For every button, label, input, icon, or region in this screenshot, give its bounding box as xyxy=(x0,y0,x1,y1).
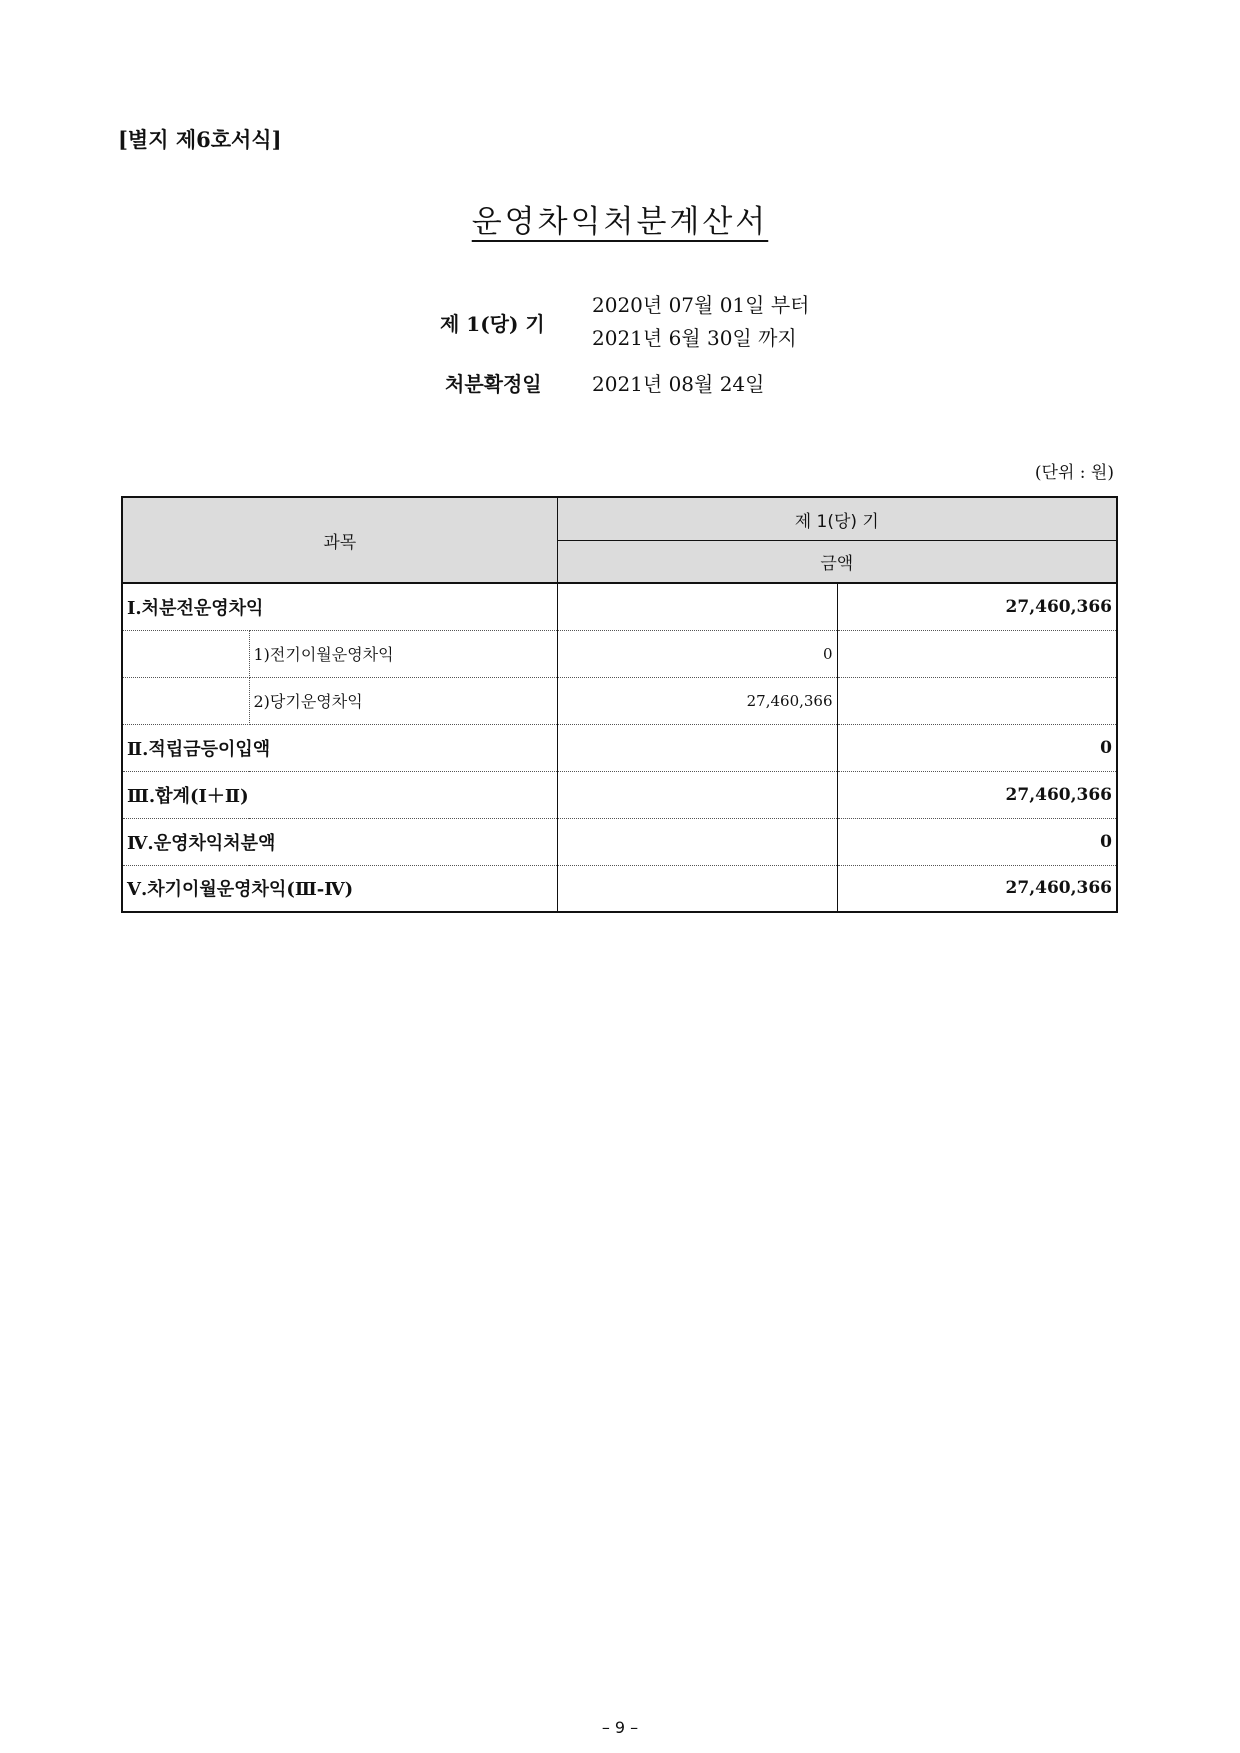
row-sub-amount: 27,460,366 xyxy=(557,677,837,724)
row-sub-amount: 0 xyxy=(557,630,837,677)
header-period: 제 1(당) 기 xyxy=(557,497,1117,541)
form-label: [별지 제6호서식] xyxy=(118,127,282,152)
row-sub-amount xyxy=(557,818,837,865)
indent-cell xyxy=(122,677,249,724)
row-sub-amount xyxy=(557,865,837,912)
header-subject: 과목 xyxy=(122,497,557,583)
row-label: Ⅰ.처분전운영차익 xyxy=(122,583,557,630)
table-row xyxy=(122,724,1117,771)
disposition-table xyxy=(121,496,1118,913)
row-label: Ⅳ.운영차익처분액 xyxy=(122,818,557,865)
table-row xyxy=(122,677,1117,724)
period-label: 제 1(당) 기 xyxy=(440,312,545,336)
unit-label: (단위 : 원) xyxy=(1034,463,1114,483)
row-label: Ⅱ.적립금등이입액 xyxy=(122,724,557,771)
page-number: – 9 – xyxy=(601,1718,639,1737)
confirmation-date: 2021년 08월 24일 xyxy=(592,372,765,396)
row-amount: 27,460,366 xyxy=(837,771,1117,818)
table-row xyxy=(122,630,1117,677)
table-row xyxy=(122,818,1117,865)
table-row xyxy=(122,865,1117,912)
row-sub-label: 1)전기이월운영차익 xyxy=(249,630,557,677)
row-amount: 27,460,366 xyxy=(1005,878,1113,899)
row-sub-amount xyxy=(557,724,837,771)
row-amount xyxy=(837,630,1117,677)
row-amount: 27,460,366 xyxy=(837,583,1117,630)
period-to: 2021년 6월 30일 까지 xyxy=(592,326,797,350)
row-sub-amount xyxy=(557,771,837,818)
row-label: Ⅲ.합계(Ⅰ＋Ⅱ) xyxy=(122,771,557,818)
row-amount xyxy=(837,677,1117,724)
table-row xyxy=(122,583,1117,630)
row-amount: 0 xyxy=(837,818,1117,865)
header-amount: 금액 xyxy=(557,541,1117,584)
period-from: 2020년 07월 01일 부터 xyxy=(592,293,810,317)
row-sub-amount xyxy=(557,583,837,630)
table-row xyxy=(122,771,1117,818)
row-label: Ⅴ.차기이월운영차익(Ⅲ-Ⅳ) xyxy=(122,865,557,912)
document-title: 운영차익처분계산서 xyxy=(471,204,769,240)
document-title-container xyxy=(0,196,1240,241)
confirmation-label: 처분확정일 xyxy=(445,372,542,396)
row-amount: 0 xyxy=(837,724,1117,771)
table-header-row xyxy=(122,497,1117,541)
indent-cell xyxy=(122,630,249,677)
row-sub-label: 2)당기운영차익 xyxy=(249,677,557,724)
